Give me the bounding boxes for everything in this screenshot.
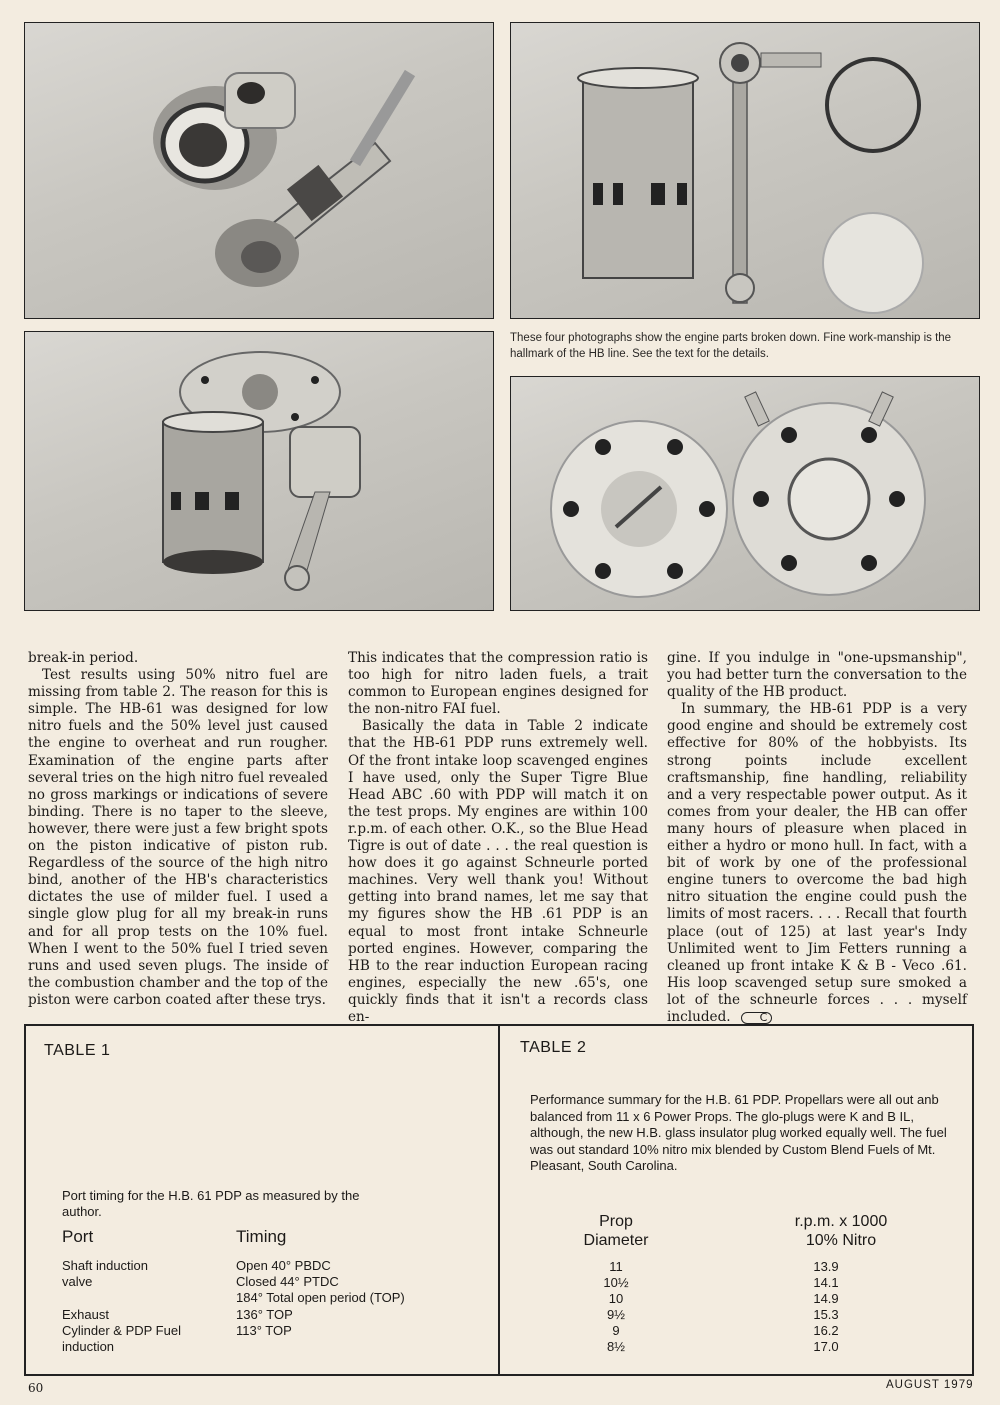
photo-caption: These four photographs show the engine parts broken down. Fine work-manship is the hallmark of the HB line. See the text for the details.	[510, 332, 952, 360]
table1-timing: Closed 44° PTDC	[236, 1274, 339, 1289]
table2-col-prop-line2: Diameter	[583, 1232, 649, 1249]
table2-col-rpm-line2: 10% Nitro	[805, 1232, 877, 1249]
table2-col-rpm	[726, 1212, 956, 1250]
table2-rpm: 15.3	[813, 1307, 839, 1322]
tables-box	[24, 1024, 974, 1376]
table1-timing: Open 40° PBDC	[236, 1258, 331, 1273]
table2-rpm: 14.1	[813, 1275, 839, 1290]
table2-col-prop	[531, 1212, 701, 1250]
table2-heading: TABLE 2	[520, 1039, 587, 1056]
photo-crankcase-crankshaft	[24, 22, 494, 319]
table1-col-port: Port	[62, 1227, 94, 1246]
article-column-3	[667, 650, 967, 1026]
table1-port: induction	[62, 1339, 115, 1354]
paragraph: break-in period.	[28, 650, 139, 666]
table1-port: Cylinder & PDP Fuel	[62, 1323, 181, 1338]
article-column-2	[348, 650, 648, 1026]
table1-port: Shaft induction	[62, 1258, 149, 1273]
table1-col-timing: Timing	[236, 1227, 287, 1246]
table2-prop: 9½	[606, 1307, 626, 1322]
table2-description: Performance summary for the H.B. 61 PDP. Propellars were all out anb balanced from 11 x 6 Power Props. The glo-plugs were K and B IL, although, the new H.B. glass insulator plug worked equally well. The fuel was out standard 10% nitro mix blended by Custom Blend Fuels of Mt. Pleasant, South Carolina.	[530, 1092, 947, 1173]
table1-port: valve	[62, 1274, 93, 1289]
table1-description: Port timing for the H.B. 61 PDP as measured by the author.	[62, 1188, 360, 1219]
table2-prop: 10	[608, 1291, 624, 1306]
table1-timing: 184° Total open period (TOP)	[236, 1290, 405, 1305]
paragraph: Basically the data in Table 2 indicate that the HB-61 PDP runs extremely well. Of the front intake loop scavenged engines I have used, only the Super Tigre Blue Head ABC .60 with PDP will match it on the test props. My engines are within 100 r.p.m. of each other. O.K., so the Blue Head Tigre is out of date . . . the real question is how does it go against Schneurle ported machines. Very well thank you! Without getting into brand names, let me say that my figures show the HB .61 PDP is an equal to most front intake Schneurle ported engines. However, comparing the HB to the rear induction European racing engines, especially the new .65's, one quickly finds that it isn't a records class en-	[348, 718, 648, 1025]
page-number: 60	[28, 1381, 44, 1395]
table2-rpm: 14.9	[813, 1291, 839, 1306]
end-of-article-logo: C	[741, 1012, 773, 1024]
table2-col-prop-line1: Prop	[599, 1213, 633, 1230]
table1-port: Exhaust	[62, 1307, 109, 1322]
table2-rpm: 13.9	[813, 1259, 839, 1274]
paragraph: Test results using 50% nitro fuel are missing from table 2. The reason for this is simple. The HB-61 was designed for low nitro fuels and the 50% level just caused the engine to overheat and run rougher. Examination of the engine parts after several tries on the high nitro fuel revealed no gross markings or indications of severe binding. There is no taper to the sleeve, however, there were just a few bright spots on the piston indicative of piston rub. Regardless of the source of the high nitro bind, another of the HB's characteristics dictates the use of milder fuel. I used a single glow plug for all my break-in runs and for all prop tests on the 10% fuel. When I went to the 50% fuel I tried seven runs and used seven plugs. The inside of the combustion chamber and the top of the piston were carbon coated after these trys.	[28, 667, 328, 1008]
table1-timing: 136° TOP	[236, 1307, 293, 1322]
table2-prop: 11	[609, 1259, 623, 1274]
table2-prop: 9	[612, 1323, 620, 1338]
table2-prop: 8½	[606, 1339, 626, 1354]
paragraph: gine. If you indulge in "one-upsmanship", you had better turn the conversation to the quality of the HB product.	[667, 650, 967, 701]
article-column-1	[28, 650, 328, 1009]
table2-rpm: 16.2	[813, 1323, 839, 1338]
issue-date: AUGUST 1979	[886, 1379, 974, 1391]
photo-cylinder-heads	[510, 376, 980, 611]
table2-prop: 10½	[603, 1275, 629, 1290]
table2-col-rpm-line1: r.p.m. x 1000	[794, 1213, 888, 1230]
paragraph-text: In summary, the HB-61 PDP is a very good engine and should be extremely cost effective for 80% of the hobbyists. Its strong points include excellent craftsmanship, fine handling, reliability and a very respectable power output. As it comes from your dealer, the HB can offer many hours of pleasure when placed in either a hydro or mono hull. In fact, with a bit of work by one of the professional engine tuners to overcome the bad high nitro situation the engine could push the limits of most racers. . . . Recall that fourth place (out of 125) at last year's Indy Unlimited went to Jim Fetters running a cleaned up front intake K & B - Veco .61. His loop scavenged setup sure smoked a lot of the schneurle forces . . . myself included.	[667, 701, 967, 1025]
photo-sleeve-head-piston	[24, 331, 494, 611]
photo-sleeve-rod-ring-piston	[510, 22, 980, 319]
table2-rpm: 17.0	[813, 1339, 839, 1354]
table-divider	[498, 1026, 500, 1374]
paragraph: This indicates that the compression ratio is too high for nitro laden fuels, a trait common to European engines designed for the non-nitro FAI fuel.	[348, 650, 648, 718]
paragraph	[667, 701, 967, 1026]
table1-heading: TABLE 1	[44, 1042, 111, 1059]
table1-timing: 113° TOP	[236, 1323, 292, 1338]
